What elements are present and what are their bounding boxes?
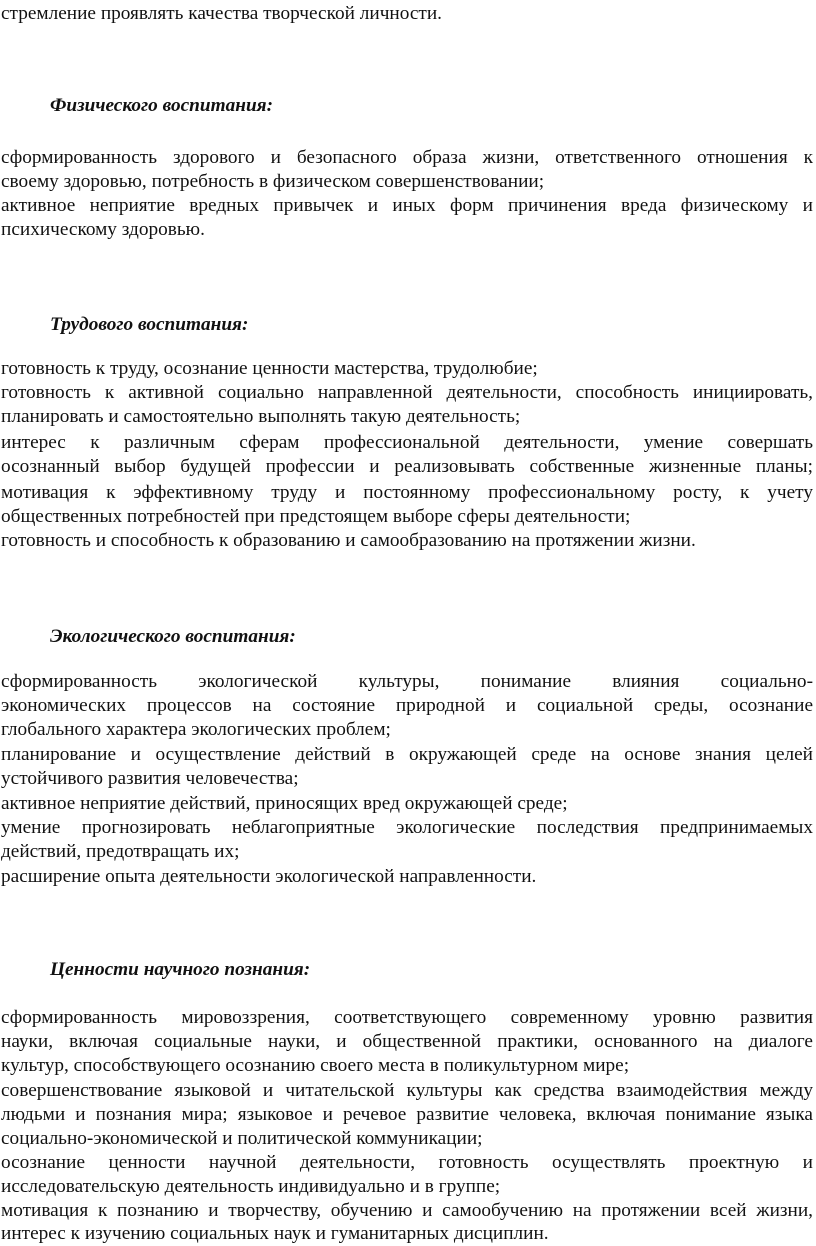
science-line: совершенствование языковой и читательской культуры как средства взаимодействия между [1, 1080, 813, 1101]
ecology-line: экономических процессов на состояние природной и социальной среды, осознание [1, 695, 813, 716]
science-line: исследовательскую деятельность индивидуально и в группе; [1, 1176, 501, 1197]
intro-line: стремление проявлять качества творческой личности. [1, 3, 442, 24]
labor-line: планировать и самостоятельно выполнять такую деятельность; [1, 406, 521, 427]
ecology-line: планирование и осуществление действий в окружающей среде на основе знания целей [1, 744, 813, 765]
science-line: сформированность мировоззрения, соответствующего современному уровню развития [1, 1007, 813, 1028]
labor-line: готовность к труду, осознание ценности мастерства, трудолюбие; [1, 358, 538, 379]
ecology-line: расширение опыта деятельности экологической направленности. [1, 866, 537, 887]
labor-line: осознанный выбор будущей профессии и реализовывать собственные жизненные планы; [1, 456, 813, 477]
physical-line: психическому здоровью. [1, 219, 205, 240]
science-line: мотивация к познанию и творчеству, обучению и самообучению на протяжении всей жизни, [1, 1200, 813, 1221]
labor-line: готовность к активной социально направленной деятельности, способность инициировать, [1, 382, 813, 403]
section-heading-labor: Трудового воспитания: [50, 314, 249, 335]
labor-line: общественных потребностей при предстоящем выборе сферы деятельности; [1, 506, 631, 527]
physical-line: активное неприятие вредных привычек и иных форм причинения вреда физическому и [1, 195, 813, 216]
ecology-line: активное неприятие действий, приносящих вред окружающей среде; [1, 793, 568, 814]
section-heading-science: Ценности научного познания: [50, 959, 311, 980]
labor-line: мотивация к эффективному труду и постоянному профессиональному росту, к учету [1, 482, 813, 503]
ecology-line: действий, предотвращать их; [1, 841, 240, 862]
science-line: науки, включая социальные науки, и общественной практики, основанного на диалоге [1, 1031, 813, 1052]
ecology-line: умение прогнозировать неблагоприятные экологические последствия предпринимаемых [1, 817, 813, 838]
ecology-line: глобального характера экологических проблем; [1, 719, 391, 740]
physical-line: своему здоровью, потребность в физическом совершенствовании; [1, 171, 545, 192]
section-heading-ecology: Экологического воспитания: [50, 626, 296, 647]
science-line: людьми и познания мира; языковое и речевое развитие человека, включая понимание языка [1, 1104, 813, 1125]
science-line: интерес к изучению социальных наук и гуманитарных дисциплин. [1, 1223, 549, 1244]
section-heading-physical: Физического воспитания: [50, 95, 274, 116]
labor-line: готовность и способность к образованию и самообразованию на протяжении жизни. [1, 530, 696, 551]
science-line: культур, способствующего осознанию своего места в поликультурном мире; [1, 1055, 630, 1076]
ecology-line: устойчивого развития человечества; [1, 768, 299, 789]
labor-line: интерес к различным сферам профессиональной деятельности, умение совершать [1, 432, 813, 453]
physical-line: сформированность здорового и безопасного образа жизни, ответственного отношения к [1, 147, 813, 168]
science-line: осознание ценности научной деятельности, готовность осуществлять проектную и [1, 1152, 813, 1173]
science-line: социально-экономической и политической коммуникации; [1, 1128, 483, 1149]
ecology-line: сформированность экологической культуры, понимание влияния социально- [1, 671, 813, 692]
